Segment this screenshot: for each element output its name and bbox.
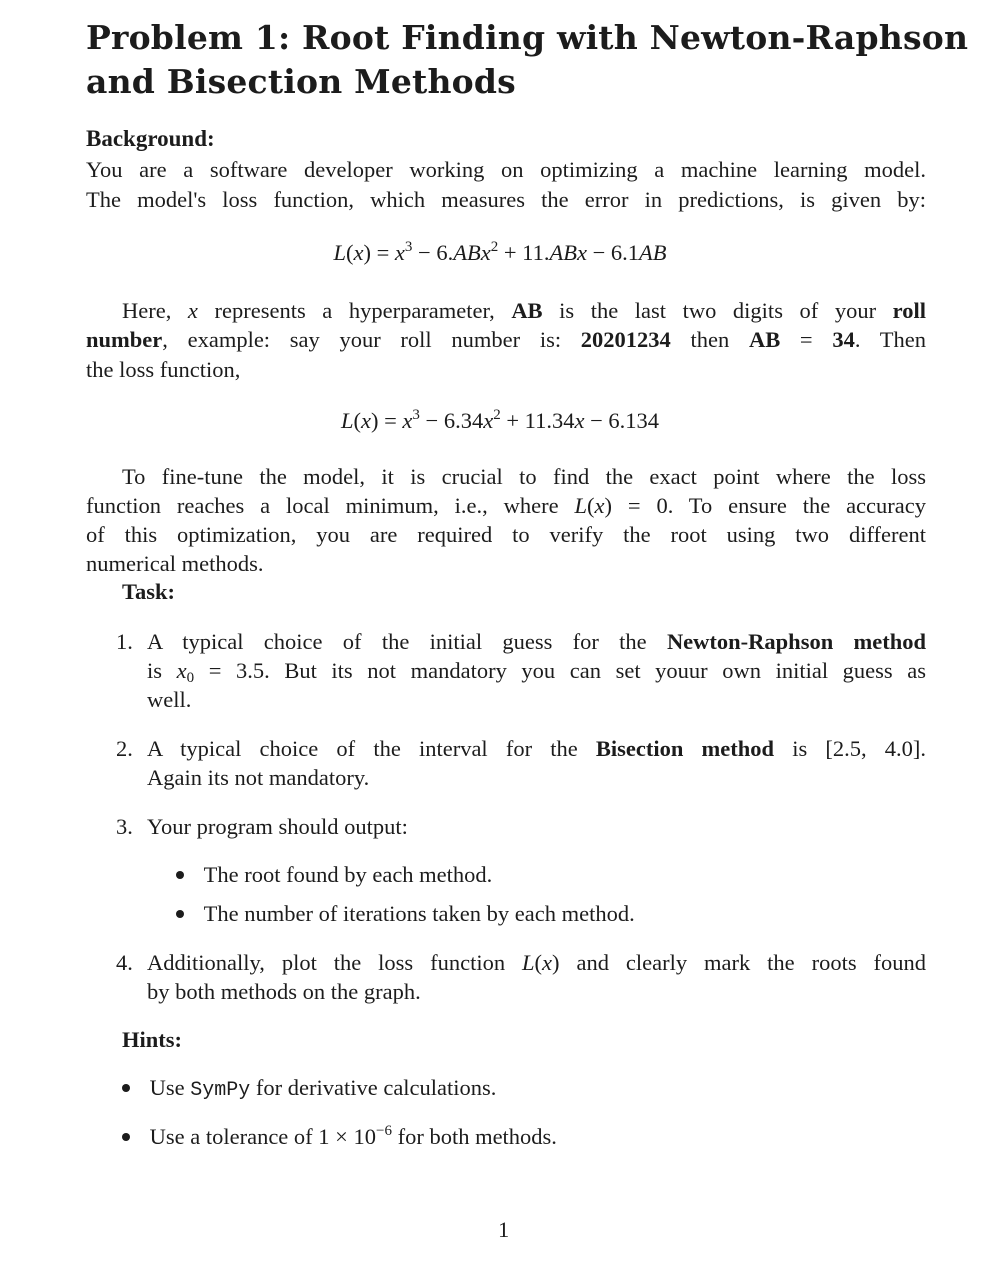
task-item-3-line-1: Your program should output: xyxy=(147,814,408,839)
task-item-1-number: 1. xyxy=(116,629,133,654)
task-item-2-line-2: Again its not mandatory. xyxy=(147,765,370,790)
background-line-1: You are a software developer working on optimizing a machine learning model. xyxy=(86,157,926,182)
para3-line-1: To fine-tune the model, it is crucial to find the exact point where the loss xyxy=(122,464,926,489)
task-item-1-line-2: is $x_0 = 3.5$. But its not mandatory you can set youur own initial guess as xyxy=(147,658,926,686)
task-item-2-number: 2. xyxy=(116,736,133,761)
background-line-2: The model's loss function, which measures the error in predictions, is given by: xyxy=(86,187,926,212)
title-line-2: and Bisection Methods xyxy=(86,62,516,101)
task-item-3-number: 3. xyxy=(116,814,133,839)
para3-line-4: numerical methods. xyxy=(86,551,264,576)
background-heading: Background: xyxy=(86,126,215,151)
task-item-3-bullet-2 xyxy=(176,899,635,929)
task-item-4-line-1: Additionally, plot the loss function L(x) and clearly mark the roots found xyxy=(147,950,926,975)
para3-line-3: of this optimization, you are required to verify the root using two different xyxy=(86,522,926,547)
bullet-icon xyxy=(176,910,184,918)
task-item-4-number: 4. xyxy=(116,950,133,975)
task-item-1-line-3: well. xyxy=(147,687,192,712)
task-heading: Task: xyxy=(122,579,175,604)
page-number: 1 xyxy=(498,1217,510,1242)
para2-line-3: the loss function, xyxy=(86,357,241,382)
hint-item-2: Use a tolerance of $1 \times 10^{-6}$ for both methods. xyxy=(122,1122,557,1152)
equation-general: $L(x) = x^3 - 6.ABx^2 + 11.ABx - 6.1AB$ xyxy=(333,239,667,265)
title-line-1: Problem 1: Root Finding with Newton-Raphson xyxy=(86,18,969,57)
hint-item-1: Use SymPy for derivative calculations. xyxy=(122,1073,496,1106)
para3-line-2: function reaches a local minimum, i.e., where L(x) = 0. To ensure the accuracy xyxy=(86,493,926,518)
hints-heading: Hints: xyxy=(122,1027,183,1052)
task-item-4-line-2: by both methods on the graph. xyxy=(147,979,421,1004)
task-item-2-line-1: A typical choice of the interval for the Bisection method is [2.5, 4.0]. xyxy=(147,736,926,761)
bullet-icon xyxy=(122,1133,130,1141)
bullet-icon xyxy=(176,871,184,879)
task-item-1-line-1: A typical choice of the initial guess for the Newton-Raphson method xyxy=(147,629,926,654)
equation-example: $L(x) = x^3 - 6.34x^2 + 11.34x - 6.134$ xyxy=(340,407,660,433)
para2-line-2: number, example: say your roll number is: 20201234 then AB = 34. Then xyxy=(86,327,926,352)
bullet-text: The root found by each method. xyxy=(203,862,493,887)
para2-line-1: Here, x represents a hyperparameter, AB is the last two digits of your roll xyxy=(122,298,926,323)
bullet-icon xyxy=(122,1084,130,1092)
task-item-3-bullet-1 xyxy=(176,860,492,890)
bullet-text: The number of iterations taken by each method. xyxy=(203,901,635,926)
